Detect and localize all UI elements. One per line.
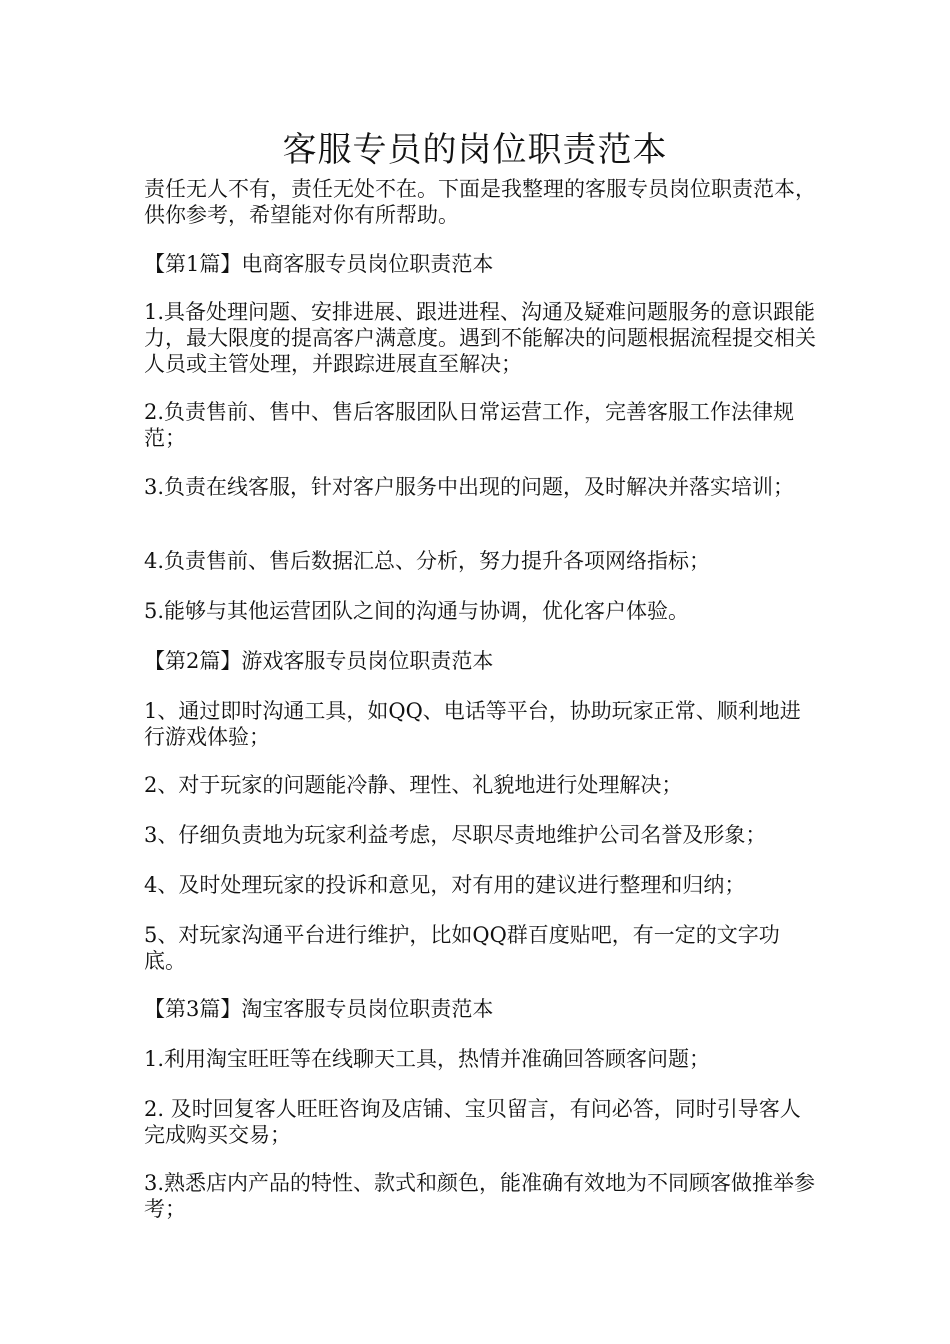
list-item: 1、通过即时沟通工具，如QQ、电话等平台，协助玩家正常、顺利地进行游戏体验； xyxy=(144,699,801,749)
list-item: 5.能够与其他运营团队之间的沟通与协调，优化客户体验。 xyxy=(144,599,690,623)
section-heading-3: 【第3篇】淘宝客服专员岗位职责范本 xyxy=(144,997,494,1021)
list-item: 1.利用淘宝旺旺等在线聊天工具，热情并准确回答顾客问题； xyxy=(144,1047,711,1071)
list-item: 2.负责售前、售中、售后客服团队日常运营工作，完善客服工作法律规范； xyxy=(144,400,795,450)
list-item: 3、仔细负责地为玩家利益考虑，尽职尽责地维护公司名誉及形象； xyxy=(144,823,767,847)
list-item: 5、对玩家沟通平台进行维护，比如QQ群百度贴吧，有一定的文字功底。 xyxy=(144,923,780,973)
list-item: 3.负责在线客服，针对客户服务中出现的问题，及时解决并落实培训； xyxy=(144,475,795,499)
page-title: 客服专员的岗位职责范本 xyxy=(282,130,668,170)
list-item: 4.负责售前、售后数据汇总、分析，努力提升各项网络指标； xyxy=(144,549,711,573)
list-item: 4、及时处理玩家的投诉和意见，对有用的建议进行整理和归纳； xyxy=(144,873,746,897)
list-item: 2. 及时回复客人旺旺咨询及店铺、宝贝留言，有问必答，同时引导客人完成购买交易； xyxy=(144,1097,801,1147)
intro-paragraph: 责任无人不有，责任无处不在。下面是我整理的客服专员岗位职责范本，供你参考，希望能对你有所帮助。 xyxy=(144,177,816,227)
list-item: 1.具备处理问题、安排进展、跟进进程、沟通及疑难问题服务的意识跟能力，最大限度的提高客户满意度。遇到不能解决的问题根据流程提交相关人员或主管处理，并跟踪进展直至解决； xyxy=(144,300,816,376)
section-heading-1: 【第1篇】电商客服专员岗位职责范本 xyxy=(144,252,494,276)
list-item: 3.熟悉店内产品的特性、款式和颜色，能准确有效地为不同顾客做推举参考； xyxy=(144,1171,816,1221)
section-heading-2: 【第2篇】游戏客服专员岗位职责范本 xyxy=(144,649,494,673)
list-item: 2、对于玩家的问题能冷静、理性、礼貌地进行处理解决； xyxy=(144,773,683,797)
